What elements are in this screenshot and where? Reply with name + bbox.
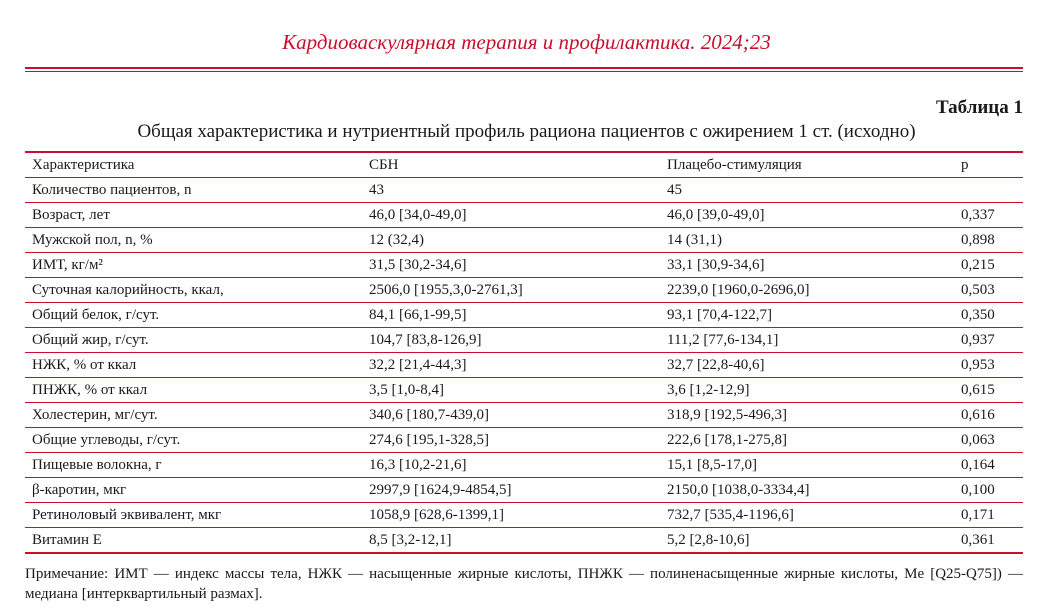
table-label: Таблица 1 [935, 97, 1023, 118]
cell-characteristic: Суточная калорийность, ккал, [25, 278, 362, 303]
cell-characteristic: НЖК, % от ккал [25, 353, 362, 378]
table-row [25, 203, 1023, 228]
cell-sbn: 43 [362, 178, 660, 203]
table-row [25, 278, 1023, 303]
cell-characteristic: Ретиноловый эквивалент, мкг [25, 503, 362, 528]
cell-sbn: 16,3 [10,2-21,6] [362, 453, 660, 478]
cell-placebo: 32,7 [22,8-40,6] [660, 353, 954, 378]
cell-characteristic: ПНЖК, % от ккал [25, 378, 362, 403]
table-row [25, 178, 1023, 203]
cell-sbn: 1058,9 [628,6-1399,1] [362, 503, 660, 528]
cell-p: 0,615 [954, 378, 1023, 403]
cell-placebo: 2239,0 [1960,0-2696,0] [660, 278, 954, 303]
cell-characteristic: Возраст, лет [25, 203, 362, 228]
table-row [25, 528, 1023, 554]
cell-placebo: 46,0 [39,0-49,0] [660, 203, 954, 228]
cell-sbn: 274,6 [195,1-328,5] [362, 428, 660, 453]
cell-placebo: 222,6 [178,1-275,8] [660, 428, 954, 453]
cell-sbn: 31,5 [30,2-34,6] [362, 253, 660, 278]
table-row [25, 353, 1023, 378]
cell-placebo: 3,6 [1,2-12,9] [660, 378, 954, 403]
cell-p: 0,337 [954, 203, 1023, 228]
header-rule-thick [25, 67, 1023, 69]
cell-placebo: 33,1 [30,9-34,6] [660, 253, 954, 278]
cell-sbn: 32,2 [21,4-44,3] [362, 353, 660, 378]
table-header-row [25, 152, 1023, 178]
data-table [25, 151, 1023, 554]
cell-p: 0,616 [954, 403, 1023, 428]
cell-characteristic: Пищевые волокна, г [25, 453, 362, 478]
cell-p: 0,171 [954, 503, 1023, 528]
cell-sbn: 8,5 [3,2-12,1] [362, 528, 660, 554]
cell-placebo: 111,2 [77,6-134,1] [660, 328, 954, 353]
cell-p: 0,164 [954, 453, 1023, 478]
table-row [25, 503, 1023, 528]
cell-p: 0,350 [954, 303, 1023, 328]
cell-placebo: 14 (31,1) [660, 228, 954, 253]
cell-placebo: 45 [660, 178, 954, 203]
cell-characteristic: Общие углеводы, г/сут. [25, 428, 362, 453]
cell-placebo: 15,1 [8,5-17,0] [660, 453, 954, 478]
cell-placebo: 732,7 [535,4-1196,6] [660, 503, 954, 528]
cell-sbn: 104,7 [83,8-126,9] [362, 328, 660, 353]
cell-placebo: 2150,0 [1038,0-3334,4] [660, 478, 954, 503]
table-row [25, 453, 1023, 478]
cell-p: 0,953 [954, 353, 1023, 378]
cell-characteristic: Количество пациентов, n [25, 178, 362, 203]
cell-sbn: 12 (32,4) [362, 228, 660, 253]
table-row [25, 253, 1023, 278]
table-row [25, 478, 1023, 503]
table-row [25, 378, 1023, 403]
cell-characteristic: Холестерин, мг/сут. [25, 403, 362, 428]
table-row [25, 403, 1023, 428]
cell-p: 0,898 [954, 228, 1023, 253]
column-header-sbn: СБН [362, 152, 660, 178]
cell-characteristic: Общий жир, г/сут. [25, 328, 362, 353]
cell-sbn: 340,6 [180,7-439,0] [362, 403, 660, 428]
cell-p: 0,215 [954, 253, 1023, 278]
column-header-placebo: Плацебо-стимуляция [660, 152, 954, 178]
table-title: Общая характеристика и нутриентный профиль рациона пациентов с ожирением 1 ст. (исходно) [137, 121, 916, 142]
cell-p: 0,503 [954, 278, 1023, 303]
cell-characteristic: Мужской пол, n, % [25, 228, 362, 253]
table-row [25, 228, 1023, 253]
cell-p: 0,063 [954, 428, 1023, 453]
cell-sbn: 2506,0 [1955,3,0-2761,3] [362, 278, 660, 303]
cell-characteristic: β-каротин, мкг [25, 478, 362, 503]
cell-sbn: 2997,9 [1624,9-4854,5] [362, 478, 660, 503]
cell-placebo: 318,9 [192,5-496,3] [660, 403, 954, 428]
cell-sbn: 84,1 [66,1-99,5] [362, 303, 660, 328]
header-rule-thin [25, 71, 1023, 72]
cell-p: 0,100 [954, 478, 1023, 503]
cell-sbn: 3,5 [1,0-8,4] [362, 378, 660, 403]
cell-p: 0,937 [954, 328, 1023, 353]
cell-sbn: 46,0 [34,0-49,0] [362, 203, 660, 228]
table-row [25, 428, 1023, 453]
table-body [25, 178, 1023, 554]
cell-characteristic: Витамин Е [25, 528, 362, 554]
journal-header: Кардиоваскулярная терапия и профилактика. 2024;23 [282, 30, 771, 54]
column-header-p: p [954, 152, 1023, 178]
cell-characteristic: Общий белок, г/сут. [25, 303, 362, 328]
cell-characteristic: ИМТ, кг/м² [25, 253, 362, 278]
cell-p: 0,361 [954, 528, 1023, 554]
cell-p [954, 178, 1023, 203]
cell-placebo: 93,1 [70,4-122,7] [660, 303, 954, 328]
column-header-characteristic: Характеристика [25, 152, 362, 178]
table-note: Примечание: ИМТ — индекс массы тела, НЖК — насыщенные жирные кислоты, ПНЖК — полиненасыщенные жирные кислоты, Me [Q25-Q75]) — медиана [интерквартильный размах]. [25, 566, 1023, 602]
table-row [25, 303, 1023, 328]
table-row [25, 328, 1023, 353]
cell-placebo: 5,2 [2,8-10,6] [660, 528, 954, 554]
